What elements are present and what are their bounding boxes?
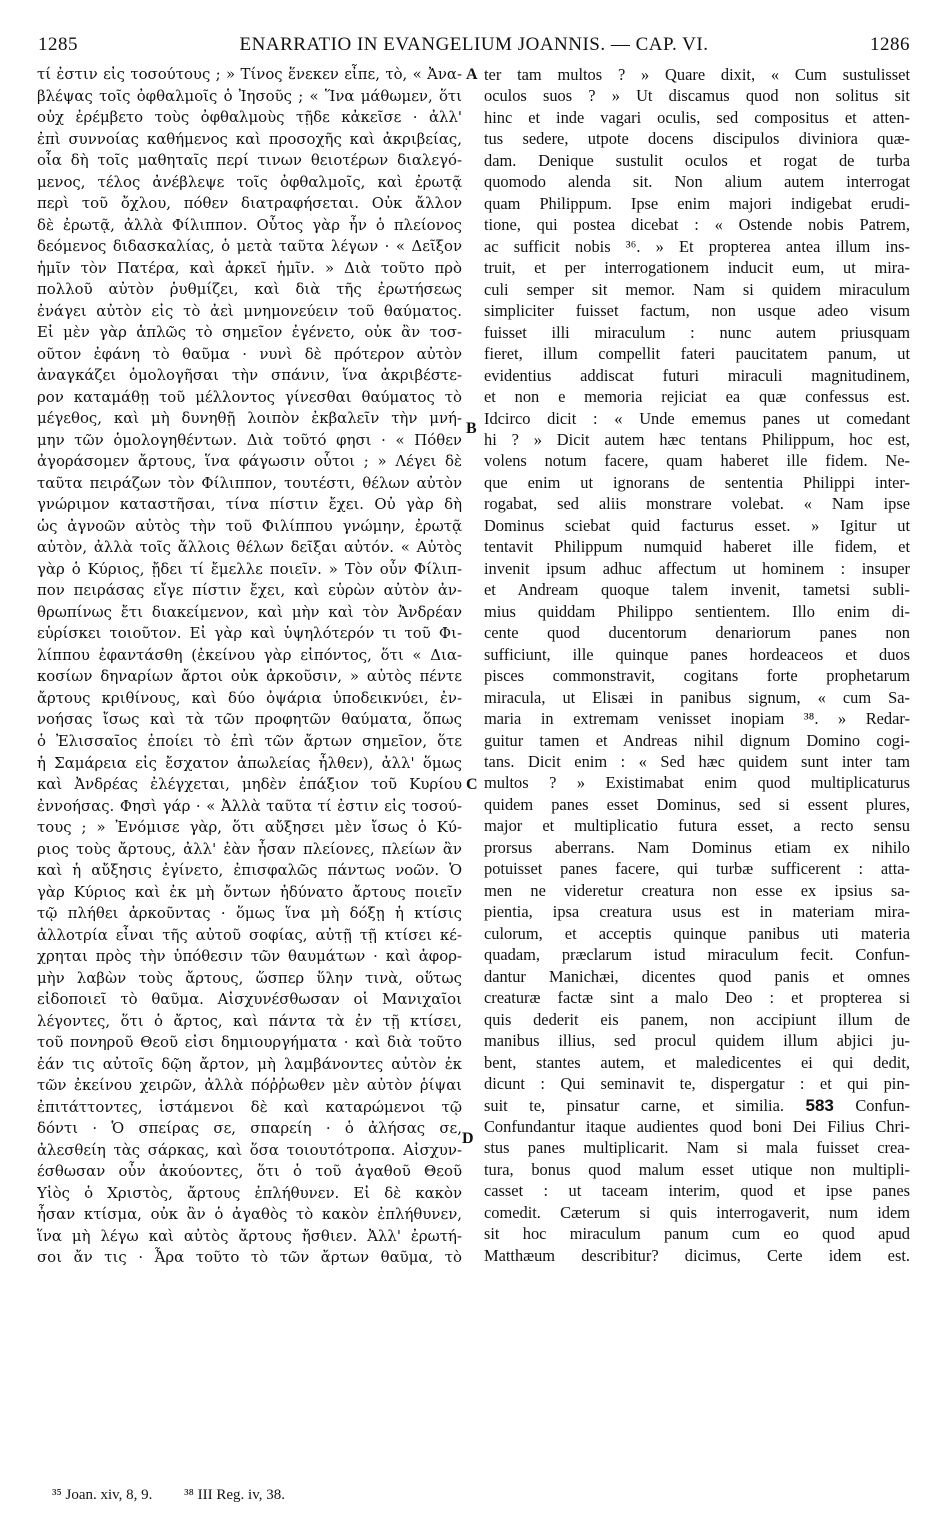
text-line: νοήσας ἴσως καὶ τὰ τῶν προφητῶν θαύματα, ὅπως	[37, 710, 462, 729]
text-line: εὑρίσκει τοιοῦτον. Εἰ γὰρ καὶ ὑψηλότερόν τι τοῦ Φι-	[37, 624, 462, 643]
latin-column	[484, 64, 910, 1266]
text-line: τους ; » Ἐνόμισε γὰρ, ὅτι αὔξησει μὲν ἴσως ὁ Κύ-	[37, 818, 462, 837]
text-line: βλέψας τοῖς ὀφθαλμοῖς ὁ Ἰησοῦς ; « Ἵνα μάθωμεν, ὅτι	[37, 86, 462, 105]
text-line: ἡ Σαμάρεια εἰς ἔσχατον ἀπωλείας ἦλθεν), ἀλλ' ὅμως	[37, 753, 462, 772]
text-line: quadam, præclarum istud miraculum fecit. Confun-	[484, 945, 910, 965]
page-title: ENARRATIO IN EVANGELIUM JOANNIS. — CAP. VI.	[239, 34, 709, 55]
text-line: δόντι · Ὁ σπείρας σε, σπαρείη · ὁ ἀλήσας σε,	[37, 1119, 462, 1138]
greek-column	[37, 64, 462, 1269]
text-line: multos ? » Existimabat enim quod multiplicaturus	[484, 773, 910, 793]
text-line: mius quiddam Philippo sentientem. Illo enim di-	[484, 601, 910, 621]
inline-page-number: 583	[805, 1095, 834, 1115]
text-line: quam Philippum. Ipse enim majori indigebat erudi-	[484, 193, 910, 213]
text-line: dantur Manichæi, dicentes quod panis et omnes	[484, 966, 910, 986]
text-line: quidem panes esset Dominus, sed si essent plures,	[484, 794, 910, 814]
text-line: potuisset panes facere, qui turbæ sufficerent : atta-	[484, 859, 910, 879]
footnote: ³⁸ III Reg. iv, 38.	[184, 1487, 285, 1503]
text-line: Εἰ μὲν γὰρ ἁπλῶς τὸ σημεῖον ἐγένετο, οὐκ ἂν τοσ-	[37, 323, 462, 342]
text-line	[484, 1095, 910, 1116]
text-line: ταῦτα πειράζων τὸν Φίλιππον, τουτέστι, θέλων αὐτὸν	[37, 473, 462, 492]
text-line: Dominus sciebat quid facturus esset. » Igitur ut	[484, 515, 910, 535]
text-line: tus sedere, utpote docens discipulos diviniora quæ-	[484, 129, 910, 149]
text-line: γὰρ ὁ Κύριος, ᾔδει τί ἔμελλε ποιεῖν. » Τὸν οὖν Φίλιπ-	[37, 559, 462, 578]
text-line: et Andream quoque talem invenit, tametsi subli-	[484, 580, 910, 600]
text-line: Idcirco dicit : « Unde ememus panes ut comedant	[484, 408, 910, 428]
text-line: λέγοντες, ὅτι ὁ ἄρτος, καὶ πάντα τὰ ἐν τῇ κτίσει,	[37, 1011, 462, 1030]
text-line: tentavit Philippum numquid haberet ille fidem, et	[484, 537, 910, 557]
text-line: τῷ πλήθει ἀρκοῦντας · ὅμως ἵνα μὴ δόξῃ ἡ κτίσις	[37, 904, 462, 923]
text-line: ter tam multos ? » Quare dixit, « Cum sustulisset	[484, 65, 910, 84]
text-line: dicunt : Qui seminavit te, dispergatur : et qui pin-	[484, 1074, 910, 1094]
text-line: ἐννοήσας. Φησὶ γάρ · « Ἀλλὰ ταῦτα τί ἐστιν εἰς τοσού-	[37, 796, 462, 815]
text-line: maria in extremam venisset inopiam ³⁸. » Redar-	[484, 709, 910, 729]
page-number-left: 1285	[38, 34, 78, 55]
text-line: culi semper sit memor. Nam si quidem miraculum	[484, 279, 910, 299]
text-line: rogabat, sed aliis monstrare volebat. « Nam ipse	[484, 494, 910, 514]
text-line: creaturæ factæ sint a malo Deo : et propterea si	[484, 988, 910, 1008]
text-line: guitur tamen et Andreas nihil dignum Domino cogi-	[484, 730, 910, 750]
text-line: men ne videretur creatura non esse ex ipsius sa-	[484, 880, 910, 900]
text-line: μέγεθος, καὶ μὴ δυνηθῇ λοιπὸν ἐκβαλεῖν τὴν μνή-	[37, 409, 462, 428]
footnotes	[52, 1487, 652, 1504]
text-line: evidentius addiscat futuri miraculi magnitudinem,	[484, 365, 910, 385]
text-line: τοῦ πονηροῦ Θεοῦ εἰσι δημιουργήματα · καὶ διὰ τοῦτο	[37, 1033, 462, 1052]
text-line: fieret, illum compellit fateri paucitatem panum, ut	[484, 344, 910, 364]
text-line: δὲ ἐρωτᾷ, ἀλλὰ Φίλιππον. Οὗτος γὰρ ἦν ὁ πλείονος	[37, 215, 462, 234]
text-line: τί ἐστιν εἰς τοσούτους ; » Τίνος ἕνεκεν εἶπε, τὸ, « Ἀνα-	[37, 65, 462, 83]
text-line: sufficiunt, ille quinque panes hordeaceos et duos	[484, 644, 910, 664]
text-line: ἦσαν κτίσμα, οὐκ ἂν ὁ ἀγαθὸς τὸ κακὸν ἐπλήθυνεν,	[37, 1205, 462, 1224]
text-line: hinc et inde vagari oculis, sed compositus et atten-	[484, 107, 910, 127]
text-line: Confundantur itaque audientes quod boni Dei Filius Chri-	[484, 1116, 910, 1136]
text-line: Matthæum describitur? dicimus, Certe idem est.	[484, 1245, 910, 1265]
text-line: quis dederit eis panem, non accipiunt illum de	[484, 1009, 910, 1029]
text-line: hi ? » Dicit autem hæc tentans Philippum, hoc est,	[484, 429, 910, 449]
text-line: manibus illius, sed procul quidem illum abjici ju-	[484, 1031, 910, 1051]
running-header	[38, 34, 910, 58]
text-line: simpliciter fuisset factum, non usque adeo visum	[484, 301, 910, 321]
text-line: κοσίων δηναρίων ἄρτοι οὐκ ἀρκοῦσιν, » αὐτὸς πέντε	[37, 667, 462, 686]
text-line: fuisset illi miraculum : nunc autem priusquam	[484, 322, 910, 342]
text-line: ἀναγκάζει ὁμολογῆσαι τὴν σπάνιν, ἵνα ἀκριβέστε-	[37, 366, 462, 385]
text-line: comedit. Cæterum si quis interrogaverit, num idem	[484, 1202, 910, 1222]
text-line: tans. Dicit enim : « Sed hæc quidem sunt inter tam	[484, 752, 910, 771]
text-line: ἐνάγει αὐτὸν εἰς τὸ ἀεὶ μνημονεύειν τοῦ θαύματος.	[37, 301, 462, 320]
text-line: casset : ut taceam interim, quod et ipse panes	[484, 1181, 910, 1201]
text-line: prorsus aberrans. Nam Dominus etiam ex nihilo	[484, 837, 910, 857]
text-line: pientia, ipsa creatura usus est in materiam mira-	[484, 902, 910, 922]
text-line: pisces commonstravit, cogitans forte prophetarum	[484, 666, 910, 686]
text-line: et non e memoria rejiciat ea quæ confessus est.	[484, 387, 910, 407]
text-span: suit te, pinsatur carne, et similia.	[484, 1095, 784, 1115]
text-line: volens notum facere, quam haberet ille fidem. Ne-	[484, 451, 910, 471]
text-line: ac sufficit nobis ³⁶. » Et propterea antea illum ins-	[484, 236, 910, 256]
text-line: quomodo alenda sit. Non alium autem interrogat	[484, 172, 910, 192]
text-line: καὶ Ἀνδρέας ἐλέγχεται, μηδὲν ἐπάξιον τοῦ Κυρίου	[37, 775, 462, 794]
text-line: δεόμενος διδασκαλίας, ὁ μετὰ ταῦτα λέγων · « Δεῖξον	[37, 237, 462, 256]
footnote: ³⁵ Joan. xiv, 8, 9.	[52, 1487, 153, 1503]
text-line: ἐάν τις αὐτοῖς δῷη ἄρτον, μὴ λαμβάνοντες αὐτὸν ἐκ	[37, 1054, 462, 1073]
text-line: ἀγοράσομεν ἄρτους, ἵνα φάγωσιν οὗτοι ; » Λέγει δὲ	[37, 452, 462, 471]
text-line: οῦτον ἐφάνη τὸ θαῦμα · νυνὶ δὲ πρότερον αὐτὸν	[37, 344, 462, 363]
page-number-right: 1286	[870, 34, 910, 55]
margin-marker-a: A	[466, 66, 478, 83]
text-line: ἀλλοτρία εἶναι τῆς αὐτοῦ σοφίας, αὐτῇ τῇ κτίσει κέ-	[37, 925, 462, 944]
text-line: truit, et per interrogationem inducit eum, ut mira-	[484, 258, 910, 278]
text-line: θρωπίνως ἔτι διακείμενον, καὶ μὴν καὶ τὸν Ἀνδρέαν	[37, 602, 462, 621]
text-line: culorum, et acceptis quinque panibus uti materia	[484, 923, 910, 943]
text-line: σοι ἄν τις · Ἆρα τοῦτο τὸ τῶν ἄρτων θαῦμα, τὸ	[37, 1248, 462, 1267]
text-line: ριος τοὺς ἄρτους, ἀλλ' ἐὰν ἦσαν πλείονες, πλείων ἂν	[37, 839, 462, 858]
text-line: πολλοῦ αὐτὸν ῥυθμίζει, καὶ διὰ τῆς ἐρωτήσεως	[37, 280, 462, 299]
text-line: tione, qui postea dicebat : « Ostende nobis Patrem,	[484, 215, 910, 235]
text-line: ἵνα μὴ λέγω καὶ αὐτὸς ἄρτους ἤσθιεν. Ἀλλ' ἐρωτή-	[37, 1226, 462, 1245]
text-line: ἐπὶ συννοίας καθήμενος καὶ προσοχῆς καὶ ἀκριβείας,	[37, 129, 462, 148]
text-line: ὡς ἀγνοῶν αὐτὸς τὴν τοῦ Φιλίππου γνώμην, ἐρωτᾷ	[37, 516, 462, 535]
text-line: μὴν λαβὼν τοὺς ἄρτους, ὥσπερ ὕλην τινὰ, οὕτως	[37, 968, 462, 987]
text-line: ἄρτους κριθίνους, καὶ δύο ὀψάρια ὑποδεικνύει, ἐν-	[37, 688, 462, 707]
text-line: tura, bonus quod malum esset utique non multipli-	[484, 1159, 910, 1179]
text-line: ὁ Ἐλισσαῖος ἐποίει τὸ ἐπὶ τῶν ἄρτων σημεῖον, ὅτε	[37, 731, 462, 750]
text-line: αὐτὸν, ἀλλὰ τοῖς ἄλλοις θέλων δεῖξαι αὐτόν. « Αὐτὸς	[37, 538, 462, 557]
margin-marker-d: D	[462, 1130, 474, 1147]
text-span: Confun-	[833, 1095, 910, 1115]
text-line: major et multiplicatio futura esset, a recto sensu	[484, 816, 910, 836]
text-line: dam. Denique sustulit oculos et rogat de turba	[484, 150, 910, 170]
text-line: οἷα δὴ τοῖς μαθηταῖς περί τινων θειοτέρων διαλεγό-	[37, 151, 462, 170]
text-line: bent, stantes autem, et maledicentes ei qui dedit,	[484, 1052, 910, 1072]
text-line: Υἱὸς ὁ Χριστὸς, ἄρτους ἐπλήθυνεν. Εἰ δὲ κακὸν	[37, 1183, 462, 1202]
text-line: τῶν ἐκείνου χειρῶν, ἀλλὰ πόῤῥωθεν μὲν αὐτὸν ῥίψαι	[37, 1076, 462, 1095]
text-line: sit hoc miraculum panum cum eo quod apud	[484, 1224, 910, 1244]
text-line: stus panes multiplicarit. Nam si mala fuisset crea-	[484, 1138, 910, 1158]
text-line: καὶ ἡ αὔξησις ἐγίνετο, ἐπισφαλῶς πάντως νοῶν. Ὁ	[37, 861, 462, 880]
text-line: χρηται πρὸς τὴν ὑπόθεσιν τῶν θαυμάτων · καὶ ἀφορ-	[37, 947, 462, 966]
text-line: cente quod ducentorum denariorum panes non	[484, 623, 910, 643]
margin-marker-c: C	[466, 776, 478, 793]
text-line: ἀλεσθείη τὰς σάρκας, καὶ ὅσα τοιουτότροπα. Αἰσχυν-	[37, 1140, 462, 1159]
text-line: ρον καταμάθῃ τοῦ μέλλοντος γίνεσθαι θαύματος τὸ	[37, 387, 462, 406]
text-line: γὰρ Κύριος καὶ ἐκ μὴ ὄντων ἠδύνατο ἄρτους ποιεῖν	[37, 882, 462, 901]
text-line: μην τῶν ὁμολογηθέντων. Διὰ τοῦτό φησι · « Πόθεν	[37, 430, 462, 449]
text-line: οὐχ ἐρέμβετο τοὺς ὀφθαλμοὺς τῇδε κἀκεῖσε · ἀλλ'	[37, 108, 462, 127]
text-line: εἰδοποιεῖ τὸ θαῦμα. Αἰσχυνέσθωσαν οἱ Μανιχαῖοι	[37, 990, 462, 1009]
text-line: έσθωσαν οὖν ἀκούοντες, ὅτι ὁ τοῦ ἀγαθοῦ Θεοῦ	[37, 1162, 462, 1181]
text-line: περὶ τοῦ ὄχλου, πόθεν διατραφήσεται. Οὐκ ἄλλον	[37, 194, 462, 213]
text-line: oculos suos ? » Ut discamus quod non solitus sit	[484, 86, 910, 106]
text-line: miracula, ut Elisæi in panibus signum, « cum Sa-	[484, 687, 910, 707]
text-line: λίππου ἐφαντάσθη (ἐκείνου γὰρ εἰπόντος, ὅτι « Δια-	[37, 645, 462, 664]
text-line: μενος, τέλος ἀνέβλεψε τοῖς ὀφθαλμοῖς, καὶ ἐρωτᾷ	[37, 172, 462, 191]
text-line: que enim ut ignorans de sententia Philippi inter-	[484, 472, 910, 492]
text-line: ἐπιτάττοντες, ἱστάμενοι δὲ καὶ καταρώμενοι τῷ	[37, 1097, 462, 1116]
text-line: ἡμῖν τὸν Πατέρα, καὶ ἀρκεῖ ἡμῖν. » Διὰ τοῦτο πρὸ	[37, 258, 462, 277]
margin-marker-b: B	[466, 420, 477, 437]
text-line: invenit ipsum adhuc affectum ut hominem : insuper	[484, 558, 910, 578]
text-line: γνώριμον καταστῆσαι, τίνα πίστιν ἔχει. Οὐ γὰρ δὴ	[37, 495, 462, 514]
text-line: πον πειράσας εἴγε πίστιν ἔχει, καὶ εὑρὼν αὐτὸν ἀν-	[37, 581, 462, 600]
